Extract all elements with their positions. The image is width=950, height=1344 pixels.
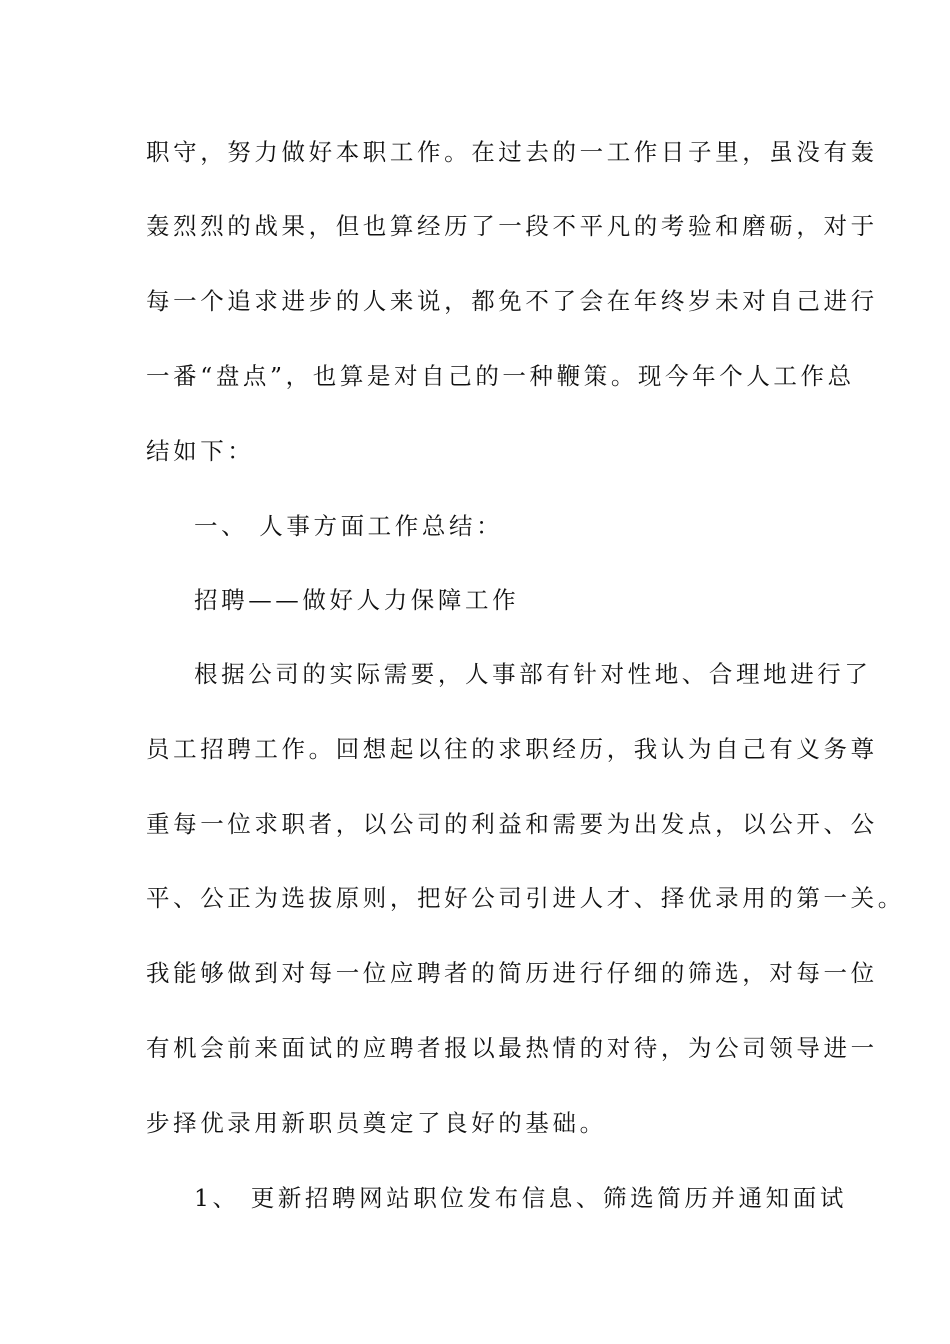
paragraph-line: 员工招聘工作。回想起以往的求职经历，我认为自己有义务尊 (146, 735, 878, 763)
paragraph-line: 结如下： (146, 437, 255, 465)
subsection-heading: 招聘——做好人力保障工作 (194, 586, 520, 614)
paragraph-line: 有机会前来面试的应聘者报以最热情的对待，为公司领导进一 (146, 1034, 878, 1062)
paragraph-line: 一番“盘点”，也算是对自己的一种鞭策。现今年个人工作总 (146, 362, 855, 390)
paragraph-line: 重每一位求职者，以公司的利益和需要为出发点，以公开、公 (146, 810, 878, 838)
paragraph-line: 职守，努力做好本职工作。在过去的一工作日子里，虽没有轰 (146, 138, 878, 166)
paragraph-line: 我能够做到对每一位应聘者的简历进行仔细的筛选，对每一位 (146, 959, 878, 987)
paragraph-line: 根据公司的实际需要，人事部有针对性地、合理地进行了 (194, 660, 872, 688)
list-item-heading: 1、 更新招聘网站职位发布信息、筛选简历并通知面试 (194, 1184, 847, 1212)
paragraph-line: 平、公正为选拔原则，把好公司引进人才、择优录用的第一关。 (146, 884, 905, 912)
section-heading: 一、 人事方面工作总结： (194, 512, 504, 540)
paragraph-line: 步择优录用新职员奠定了良好的基础。 (146, 1109, 607, 1137)
paragraph-line: 每一个追求进步的人来说，都免不了会在年终岁未对自己进行 (146, 287, 878, 315)
paragraph-line: 轰烈烈的战果，但也算经历了一段不平凡的考验和磨砺，对于 (146, 212, 878, 240)
